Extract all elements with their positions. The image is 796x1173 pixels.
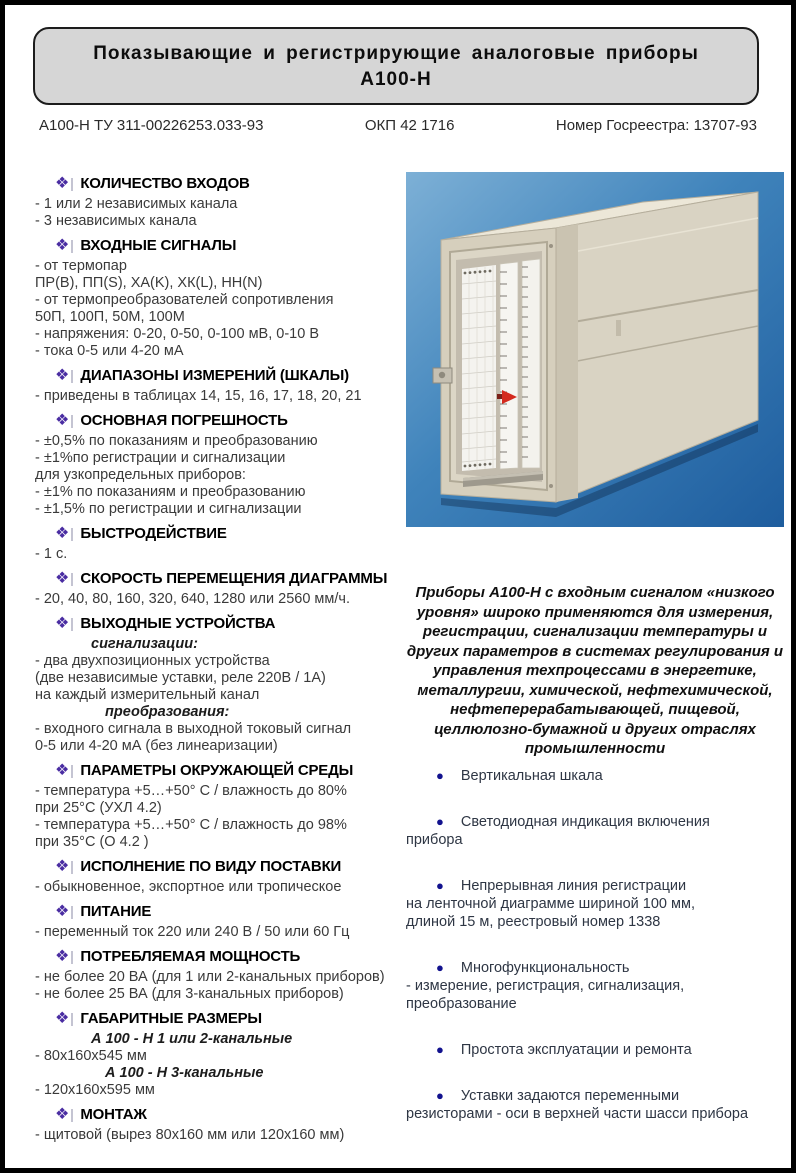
spec-line: - переменный ток 220 или 240 В / 50 или 60 Гц <box>35 924 350 940</box>
feature-lead <box>406 877 792 895</box>
spec-line: - не более 20 ВА (для 1 или 2-канальных приборов) <box>35 969 385 985</box>
divider <box>71 573 73 586</box>
section-title: ВХОДНЫЕ СИГНАЛЫ <box>80 237 237 254</box>
spec-line: - от термопреобразователей сопротивления <box>35 292 334 308</box>
section-heading <box>33 902 413 922</box>
spec-line: 50П, 100П, 50М, 100М <box>35 309 185 325</box>
section-output-devices <box>33 614 413 755</box>
section-environment <box>33 761 413 851</box>
page-title-line1: Показывающие и регистрирующие аналоговые приборы <box>93 43 699 64</box>
page-title-line2: А100-Н <box>360 69 432 90</box>
section-heading <box>33 857 413 877</box>
feature-lead <box>406 813 792 831</box>
section-measure-ranges <box>33 366 413 405</box>
hinge-screw <box>549 244 553 248</box>
feature-text: длиной 15 м, реестровый номер 1338 <box>406 914 661 930</box>
divider <box>71 951 73 964</box>
feature-text: Светодиодная индикация включения <box>460 814 710 830</box>
feature-text: на ленточной диаграмме шириной 100 мм, <box>406 896 695 912</box>
section-heading <box>33 569 413 589</box>
spec-line: - от термопар <box>35 258 127 274</box>
divider <box>71 178 73 191</box>
divider <box>71 415 73 428</box>
spec-line: - 120х160х595 мм <box>35 1082 155 1098</box>
okp-code: ОКП 42 1716 <box>364 117 455 134</box>
spec-line: - не более 25 ВА (для 3-канальных приборов) <box>35 986 344 1002</box>
feature-text: резисторами - оси в верхней части шасси прибора <box>406 1106 749 1122</box>
chart-paper <box>462 265 496 471</box>
spec-line: - приведены в таблицах 14, 15, 16, 17, 18, 20, 21 <box>35 388 362 404</box>
spec-line: (две независимые уставки, реле 220В / 1А) <box>35 670 326 686</box>
section-heading <box>33 366 413 386</box>
subsection-title: преобразования: <box>105 704 230 720</box>
spec-line: - 1 или 2 независимых канала <box>35 196 238 212</box>
section-heading <box>33 761 413 781</box>
section-heading <box>33 174 413 194</box>
diamond-bullet-icon: ❖ <box>55 367 70 384</box>
feature-text: Уставки задаются переменными <box>460 1088 680 1104</box>
hinge-screw <box>549 484 553 488</box>
spec-line: - два двухпозиционных устройства <box>35 653 270 669</box>
divider <box>71 765 73 778</box>
section-dimensions <box>33 1009 413 1099</box>
section-chart-speed <box>33 569 413 608</box>
section-heading <box>33 1105 413 1125</box>
section-heading <box>33 411 413 431</box>
diamond-bullet-icon: ❖ <box>55 1106 70 1123</box>
section-mounting <box>33 1105 413 1144</box>
diamond-bullet-icon: ❖ <box>55 525 70 542</box>
section-heading <box>33 614 413 634</box>
section-title: ИСПОЛНЕНИЕ ПО ВИДУ ПОСТАВКИ <box>80 858 342 875</box>
spec-line: - ±1,5% по регистрации и сигнализации <box>35 501 302 517</box>
spec-line: - ±0,5% по показаниям и преобразованию <box>35 433 318 449</box>
divider <box>71 906 73 919</box>
feature-lead <box>406 1041 792 1059</box>
section-title: БЫСТРОДЕЙСТВИЕ <box>80 525 227 542</box>
feature-item <box>406 1087 792 1123</box>
registry-number: Номер Госреестра: 13707-93 <box>555 117 757 134</box>
feature-item <box>406 1041 792 1059</box>
diamond-bullet-icon: ❖ <box>55 237 70 254</box>
round-bullet-icon: ● <box>436 878 444 893</box>
diamond-bullet-icon: ❖ <box>55 903 70 920</box>
round-bullet-icon: ● <box>436 960 444 975</box>
divider <box>71 1013 73 1026</box>
spec-line: - 20, 40, 80, 160, 320, 640, 1280 или 2560 мм/ч. <box>35 591 350 607</box>
section-power-consumption <box>33 947 413 1003</box>
spec-line: - обыкновенное, экспортное или тропическое <box>35 879 342 895</box>
round-bullet-icon: ● <box>436 768 444 783</box>
round-bullet-icon: ● <box>436 1088 444 1103</box>
model-tu-number: А100-Н ТУ 311-00226253.033-93 <box>39 117 264 134</box>
front-edge <box>556 224 578 502</box>
section-input-signals <box>33 236 413 360</box>
section-title: МОНТАЖ <box>80 1106 147 1123</box>
section-title: ОСНОВНАЯ ПОГРЕШНОСТЬ <box>80 412 288 429</box>
subsection-title: А 100 - Н 1 или 2-канальные <box>91 1031 293 1047</box>
pointer-stem <box>497 394 502 399</box>
divider <box>71 618 73 631</box>
section-response-time <box>33 524 413 563</box>
section-heading <box>33 524 413 544</box>
product-photo-illustration <box>406 172 784 527</box>
subsection-title: А 100 - Н 3-канальные <box>105 1065 264 1081</box>
diamond-bullet-icon: ❖ <box>55 570 70 587</box>
feature-lead <box>406 959 792 977</box>
spec-line: - тока 0-5 или 4-20 мА <box>35 343 184 359</box>
section-delivery-type <box>33 857 413 896</box>
divider <box>71 240 73 253</box>
feature-lead <box>406 767 792 785</box>
spec-line: для узкопредельных приборов: <box>35 467 246 483</box>
section-title: ВЫХОДНЫЕ УСТРОЙСТВА <box>80 615 276 632</box>
diamond-bullet-icon: ❖ <box>55 412 70 429</box>
spec-line: 0-5 или 4-20 мА (без линеаризации) <box>35 738 278 754</box>
spec-line: - 3 независимых канала <box>35 213 197 229</box>
section-title: КОЛИЧЕСТВО ВХОДОВ <box>80 175 250 192</box>
divider <box>71 1109 73 1122</box>
diamond-bullet-icon: ❖ <box>55 948 70 965</box>
round-bullet-icon: ● <box>436 814 444 829</box>
document-info-line <box>39 117 757 134</box>
subsection-title: сигнализации: <box>91 636 198 652</box>
spec-line: - 1 с. <box>35 546 68 562</box>
spec-line: на каждый измерительный канал <box>35 687 260 703</box>
spec-line: - температура +5…+50° С / влажность до 98% <box>35 817 347 833</box>
section-title: СКОРОСТЬ ПЕРЕМЕЩЕНИЯ ДИАГРАММЫ <box>80 570 388 587</box>
section-title: ГАБАРИТНЫЕ РАЗМЕРЫ <box>80 1010 262 1027</box>
section-power-supply <box>33 902 413 941</box>
diamond-bullet-icon: ❖ <box>55 615 70 632</box>
product-photo <box>406 172 784 527</box>
feature-item <box>406 959 792 1013</box>
title-box <box>33 27 759 105</box>
feature-text: Многофункциональность <box>460 960 630 976</box>
spec-line: при 25°С (УХЛ 4.2) <box>35 800 162 816</box>
spec-line: - температура +5…+50° С / влажность до 80% <box>35 783 347 799</box>
specs-column <box>33 168 413 1144</box>
section-heading <box>33 236 413 256</box>
side-catch <box>616 320 621 336</box>
spec-line: - 80х160х545 мм <box>35 1048 147 1064</box>
feature-text: Непрерывная линия регистрации <box>460 878 687 894</box>
divider <box>71 528 73 541</box>
feature-text: Простота эксплуатации и ремонта <box>460 1042 692 1058</box>
feature-text: прибора <box>406 832 463 848</box>
spec-line: - щитовой (вырез 80х160 мм или 120х160 мм) <box>35 1127 345 1143</box>
features-list <box>406 767 792 1151</box>
spec-line: ПР(В), ПП(S), ХА(K), ХК(L), НН(N) <box>35 275 263 291</box>
section-title: ПИТАНИЕ <box>80 903 152 920</box>
feature-text: преобразование <box>406 996 517 1012</box>
diamond-bullet-icon: ❖ <box>55 762 70 779</box>
feature-item <box>406 877 792 931</box>
diamond-bullet-icon: ❖ <box>55 858 70 875</box>
feature-item <box>406 767 792 785</box>
latch-knob <box>439 372 445 378</box>
feature-text: - измерение, регистрация, сигнализация, <box>406 978 685 994</box>
section-title: ПАРАМЕТРЫ ОКРУЖАЮЩЕЙ СРЕДЫ <box>80 762 354 779</box>
spec-line: - ±1%по регистрации и сигнализации <box>35 450 286 466</box>
feature-item <box>406 813 792 849</box>
diamond-bullet-icon: ❖ <box>55 175 70 192</box>
section-title: ПОТРЕБЛЯЕМАЯ МОЩНОСТЬ <box>80 948 301 965</box>
spec-line: - ±1% по показаниям и преобразованию <box>35 484 306 500</box>
divider <box>71 861 73 874</box>
feature-lead <box>406 1087 792 1105</box>
product-description: Приборы А100-Н с входным сигналом «низкого уровня» широко применяются для измерения, регистрации, сигнализации температуры и других параметров в системах регулирования и управления техпроцессами в энергетике, металлургии, химической, нефтехимической, нефтеперерабатывающей, пищевой, целлюлозно-бумажной и других отраслях промышленности <box>406 584 784 757</box>
spec-line: - входного сигнала в выходной токовый сигнал <box>35 721 352 737</box>
scale-strip-left <box>500 262 518 469</box>
round-bullet-icon: ● <box>436 1042 444 1057</box>
section-heading <box>33 1009 413 1029</box>
divider <box>71 370 73 383</box>
spec-line: - напряжения: 0-20, 0-50, 0-100 мВ, 0-10 В <box>35 326 320 342</box>
diamond-bullet-icon: ❖ <box>55 1010 70 1027</box>
section-accuracy <box>33 411 413 518</box>
section-heading <box>33 947 413 967</box>
section-title: ДИАПАЗОНЫ ИЗМЕРЕНИЙ (ШКАЛЫ) <box>80 367 349 384</box>
feature-text: Вертикальная шкала <box>460 768 603 784</box>
spec-line: при 35°С (О 4.2 ) <box>35 834 149 850</box>
section-inputs-count <box>33 174 413 230</box>
